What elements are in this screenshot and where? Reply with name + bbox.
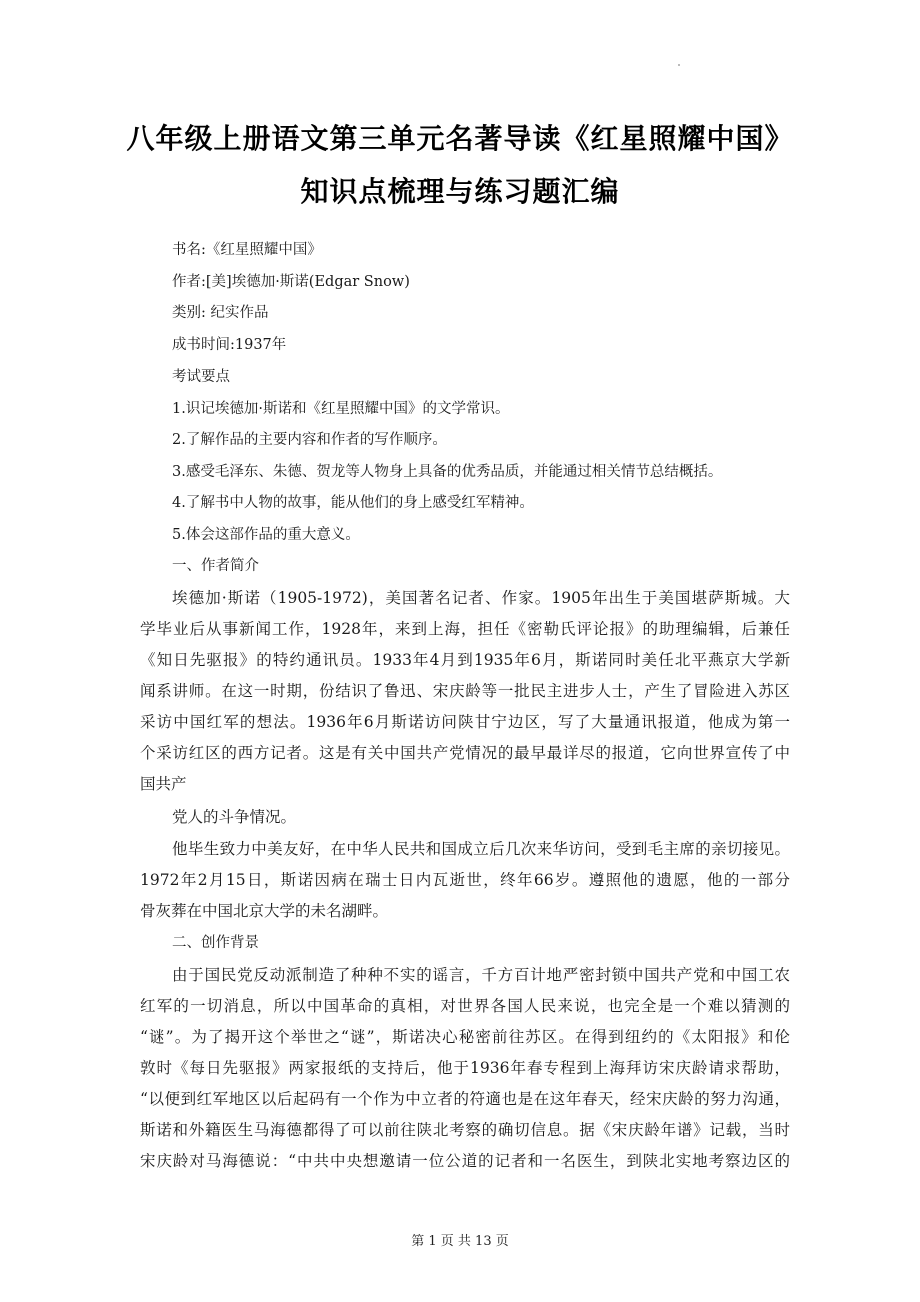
publish-date: 成书时间:1937年 — [172, 337, 287, 353]
paragraph-line: 1972年2月15日，斯诺因病在瑞士日内瓦逝世，终年66岁。遵照他的遗愿，他的一部分 — [140, 871, 790, 889]
exam-point: 2.了解作品的主要内容和作者的写作顺序。 — [172, 432, 447, 448]
paragraph-line: 骨灰葬在中国北京大学的未名湖畔。 — [140, 902, 389, 920]
section-2-heading: 二、创作背景 — [172, 935, 259, 951]
exam-point: 1.识记埃德加·斯诺和《红星照耀中国》的文学常识。 — [172, 401, 510, 417]
page-footer: 第 1 页 共 13 页 — [411, 1234, 509, 1249]
paragraph-line: 他毕生致力中美友好，在中华人民共和国成立后几次来华访问，受到毛主席的亲切接见。 — [172, 840, 790, 858]
scan-speck — [678, 64, 680, 66]
paragraph-line: 由于国民党反动派制造了种种不实的谣言，千方百计地严密封锁中国共产党和中国工农 — [172, 966, 790, 984]
paragraph-line: 国共产 — [140, 775, 187, 793]
paragraph-line: 个采访红区的西方记者。这是有关中国共产党情况的最早最详尽的报道，它向世界宣传了中 — [140, 744, 790, 762]
title-line-2: 知识点梳理与练习题汇编 — [300, 175, 620, 208]
paragraph-line: 党人的斗争情况。 — [172, 808, 297, 826]
paragraph-line: 闻系讲师。在这一时期，份结识了鲁迅、宋庆龄等一批民主进步人士，产生了冒险进入苏区 — [140, 682, 790, 700]
paragraph-line: 斯诺和外籍医生马海德都得了可以前往陕北考察的确切信息。据《宋庆龄年谱》记载，当时 — [140, 1121, 790, 1139]
title-line-1: 八年级上册语文第三单元名著导读《红星照耀中国》 — [126, 122, 794, 155]
paragraph-line: 敦时《每日先驱报》两家报纸的支持后，他于1936年春专程到上海拜访宋庆龄请求帮助， — [140, 1059, 790, 1077]
exam-points-heading: 考试要点 — [172, 369, 230, 385]
paragraph-line: 埃德加·斯诺（1905-1972)，美国著名记者、作家。1905年出生于美国堪萨斯城。大 — [172, 589, 790, 607]
genre: 类别: 纪实作品 — [172, 305, 269, 321]
exam-point: 4.了解书中人物的故事，能从他们的身上感受红军精神。 — [172, 495, 534, 511]
paragraph-line: 采访中国红军的想法。1936年6月斯诺访问陕甘宁边区，写了大量通讯报道，他成为第一 — [140, 713, 790, 731]
exam-point: 3.感受毛泽东、朱德、贺龙等人物身上具备的优秀品质，并能通过相关情节总结概括。 — [172, 464, 723, 480]
paragraph-line: 《知日先驱报》的特约通讯员。1933年4月到1935年6月，斯诺同时美任北平燕京大学新 — [140, 651, 790, 669]
paragraph-line: 红军的一切消息，所以中国革命的真相，对世界各国人民来说，也完全是一个难以猜测的 — [140, 997, 790, 1015]
author: 作者:[美]埃德加·斯诺(Edgar Snow) — [172, 274, 410, 290]
exam-point: 5.体会这部作品的重大意义。 — [172, 527, 360, 543]
book-name: 书名:《红星照耀中国》 — [172, 242, 322, 258]
paragraph-line: 学毕业后从事新闻工作，1928年，来到上海，担任《密勒氏评论报》的助理编辑，后兼任 — [140, 620, 790, 638]
paragraph-line: “以便到红军地区以后起码有一个作为中立者的符適也是在这年春天，经宋庆龄的努力沟通， — [140, 1090, 790, 1108]
paragraph-line: 宋庆龄对马海德说：“中共中央想邀请一位公道的记者和一名医生，到陕北实地考察边区的 — [140, 1152, 790, 1170]
paragraph-line: “谜”。为了揭开这个举世之“谜”，斯诺决心秘密前往苏区。在得到纽约的《太阳报》和伦 — [140, 1028, 790, 1046]
section-1-heading: 一、作者简介 — [172, 558, 259, 574]
